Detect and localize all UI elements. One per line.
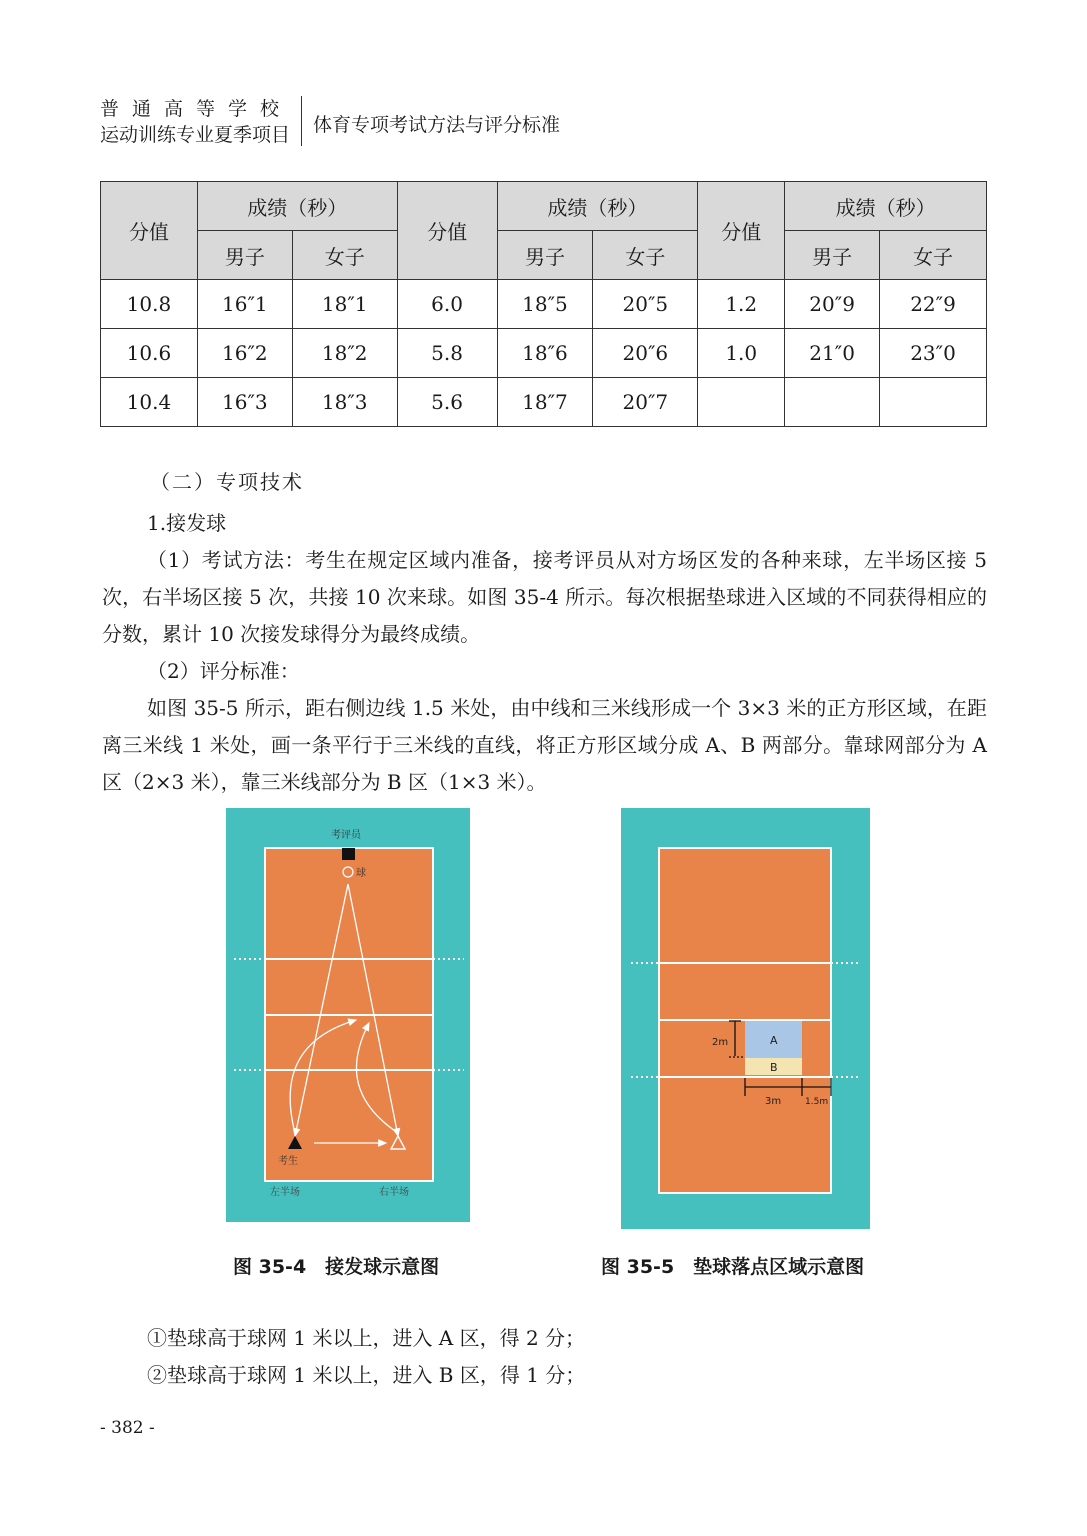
header-female: 女子 xyxy=(292,231,397,280)
header-result: 成绩（秒） xyxy=(197,182,397,231)
table-cell: 22″9 xyxy=(880,280,987,329)
landing-zone-diagram xyxy=(621,808,870,1229)
header-divider xyxy=(301,96,302,146)
table-cell: 5.8 xyxy=(397,329,497,378)
score-table xyxy=(100,181,987,427)
table-cell: 18″5 xyxy=(497,280,593,329)
table-row xyxy=(101,280,987,329)
table-cell: 18″3 xyxy=(292,378,397,427)
table-cell: 18″7 xyxy=(497,378,593,427)
criteria-paragraph: 如图 35-5 所示，距右侧边线 1.5 米处，由中线和三米线形成一个 3×3 米的正方形区域，在距离三米线 1 米处，画一条平行于三米线的直线，将正方形区域分成 A、B 两部分。靠球网部分为 A 区（2×3 米），靠三米线部分为 B 区（1×3 米）。 xyxy=(102,696,987,794)
table-cell: 20″7 xyxy=(593,378,698,427)
zone-a-label: A xyxy=(770,1034,778,1047)
item-heading: 1.接发球 xyxy=(147,511,227,535)
rule-item: ①垫球高于球网 1 米以上，进入 A 区，得 2 分； xyxy=(147,1326,586,1350)
rule-item: ②垫球高于球网 1 米以上，进入 B 区，得 1 分； xyxy=(147,1363,586,1387)
zone-b-label: B xyxy=(770,1061,778,1074)
dim-3m-label: 3m xyxy=(765,1096,782,1107)
header-male: 男子 xyxy=(497,231,593,280)
right-half-label: 右半场 xyxy=(379,1187,409,1198)
dim-15m-label: 1.5m xyxy=(805,1097,829,1107)
header-line2: 运动训练专业夏季项目 xyxy=(100,124,291,146)
figure2-caption: 图 35-5 垫球落点区域示意图 xyxy=(601,1256,865,1278)
header-male: 男子 xyxy=(197,231,292,280)
header-score: 分值 xyxy=(397,182,497,280)
table-row xyxy=(101,329,987,378)
table-cell: 21″0 xyxy=(785,329,880,378)
criteria-heading: （2）评分标准： xyxy=(147,659,300,683)
header-line1: 普通高等学校 xyxy=(100,98,293,120)
student-label: 考生 xyxy=(278,1156,298,1167)
table-cell: 18″2 xyxy=(292,329,397,378)
table-cell xyxy=(785,378,880,427)
table-cell xyxy=(698,378,785,427)
table-cell: 16″1 xyxy=(197,280,292,329)
table-cell: 10.4 xyxy=(101,378,198,427)
table-cell: 1.0 xyxy=(698,329,785,378)
header-male: 男子 xyxy=(785,231,880,280)
table-cell: 5.6 xyxy=(397,378,497,427)
ball-label: 球 xyxy=(356,868,366,879)
examiner-label: 考评员 xyxy=(331,830,361,841)
section-heading: （二）专项技术 xyxy=(150,470,304,494)
header-result: 成绩（秒） xyxy=(785,182,987,231)
table-cell: 23″0 xyxy=(880,329,987,378)
dim-2m-label: 2m xyxy=(712,1037,729,1048)
header-left xyxy=(100,96,296,148)
table-cell: 20″6 xyxy=(593,329,698,378)
receive-serve-diagram xyxy=(226,808,470,1222)
header-title: 体育专项考试方法与评分标准 xyxy=(313,114,561,136)
table-cell: 18″6 xyxy=(497,329,593,378)
figure1-caption: 图 35-4 接发球示意图 xyxy=(233,1256,440,1278)
header-female: 女子 xyxy=(593,231,698,280)
table-cell: 10.6 xyxy=(101,329,198,378)
header-result: 成绩（秒） xyxy=(497,182,698,231)
table-cell: 1.2 xyxy=(698,280,785,329)
header-score: 分值 xyxy=(101,182,198,280)
table-cell: 6.0 xyxy=(397,280,497,329)
header-female: 女子 xyxy=(880,231,987,280)
table-cell xyxy=(880,378,987,427)
table-row xyxy=(101,378,987,427)
table-cell: 16″3 xyxy=(197,378,292,427)
table-cell: 16″2 xyxy=(197,329,292,378)
examiner-marker xyxy=(342,848,355,860)
table-cell: 18″1 xyxy=(292,280,397,329)
method-paragraph: （1）考试方法：考生在规定区域内准备，接考评员从对方场区发的各种来球，左半场区接 5 次，右半场区接 5 次，共接 10 次来球。如图 35-4 所示。每次根据垫球进入区域的不同获得相应的分数，累计 10 次接发球得分为最终成绩。 xyxy=(102,548,987,646)
table-cell: 20″5 xyxy=(593,280,698,329)
page-number: - 382 - xyxy=(100,1418,155,1438)
header-score: 分值 xyxy=(698,182,785,280)
left-half-label: 左半场 xyxy=(270,1187,300,1198)
table-cell: 10.8 xyxy=(101,280,198,329)
table-cell: 20″9 xyxy=(785,280,880,329)
